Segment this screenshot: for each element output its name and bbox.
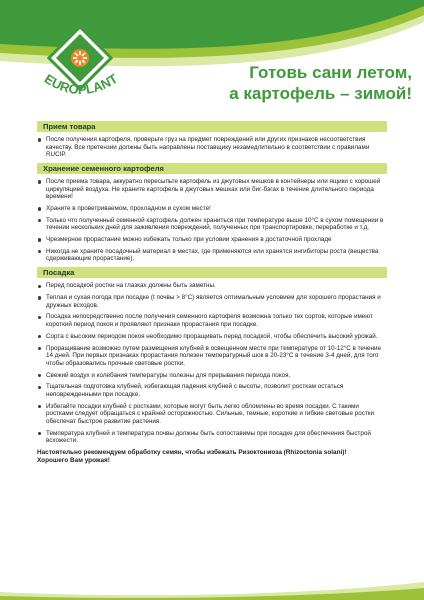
list-item: Чрезмерное прорастание можно избежать только при условии хранения в достаточной прохладе bbox=[37, 236, 387, 244]
bullet-icon bbox=[38, 138, 41, 141]
bullet-icon bbox=[38, 335, 41, 338]
bullet-icon bbox=[38, 219, 41, 222]
bullet-icon bbox=[38, 386, 41, 389]
closing-wish: Хорошего Вам урожая! bbox=[37, 456, 110, 464]
bullet-icon bbox=[38, 238, 41, 241]
list-item: Только что полученный семенной картофель должен храниться при температуре выше 10°C в сухом помещении в течении нескольких дней для заживления повреждений, полученных при транспортировке, переработке и т.д. bbox=[37, 217, 387, 232]
bullet-icon bbox=[38, 405, 41, 408]
bullet-icon bbox=[38, 316, 41, 319]
bullet-icon bbox=[38, 180, 41, 183]
list-item: Посадка непосредственно после получения семенного картофеля возможна только тех сортов, которые имеют короткий период покоя и проявляют признаки прорастания при посадке. bbox=[37, 313, 387, 328]
bullet-icon bbox=[38, 374, 41, 377]
list-item: После получения картофеля, проверьте груз на предмет повреждений или других признаков несоответствия качеству. Все претензии должны быть направлены поставщику незамедлительно в соответствии с правилами RUCIP. bbox=[37, 136, 387, 159]
list-item: Сорта с высоким периодом покоя необходимо проращивать перед посадкой, чтобы обеспечить высокий урожай. bbox=[37, 333, 387, 341]
list-item: Свежий воздух и колебания температуры полезны для прерывания периода покоя. bbox=[37, 372, 387, 380]
section-storage bbox=[37, 163, 387, 263]
bullet-icon bbox=[38, 250, 41, 253]
bullet-icon bbox=[38, 207, 41, 210]
headline bbox=[180, 62, 412, 104]
closing-recommendation: Настоятельно рекомендуем обработку семян, чтобы избежать Ризоктониоза (Rhizoctonia solani)! bbox=[37, 449, 347, 457]
list-item: Температура клубней и температура почвы должны быть сопоставимы при посадке для обеспечения быстрой всхожести. bbox=[37, 430, 387, 445]
section-receiving bbox=[37, 121, 387, 159]
footer-swoosh bbox=[0, 578, 424, 600]
list-item: После приема товара, аккуратно пересыпьте картофель из джутовых мешков в контейнеры или ящики с хорошей циркуляцией воздуха. Не храните картофель в джутовых мешках или биг-бэгах в течение длительного периода времени! bbox=[37, 178, 387, 201]
headline-line-2: а картофель – зимой! bbox=[229, 84, 412, 103]
section-title: Хранение семенного картофеля bbox=[37, 163, 387, 174]
list-item: Избегайте посадки клубней с ростками, которые могут быть легко обломлены во время посадки. С такими ростками следует обращаться с крайней осторожностью. Сильные, темные, короткие и гибкие световые ростки обеспечат быстрое развитие растения. bbox=[37, 403, 387, 426]
list-item: Никогда не храните посадочный материал в местах, где применяются или хранятся ингибиторы роста (вещества сдерживающие прорастание). bbox=[37, 248, 387, 263]
europlant-logo bbox=[30, 22, 130, 122]
list-item: Проращивание возможно путем размещения клубней в освещенном месте при температуре от 10-12°C в течение 14 дней. При первых признаках прорастания полезен температурный шок в 20-23°C в течение 3-4 дней, для того чтобы образовались прочные световые ростки. bbox=[37, 345, 387, 368]
bullet-icon bbox=[38, 296, 41, 299]
headline-line-1: Готовь сани летом, bbox=[249, 63, 412, 82]
list-item: Храните в проветриваемом, прохладном и сухом месте! bbox=[37, 205, 387, 213]
bullet-icon bbox=[38, 347, 41, 350]
section-title: Посадка bbox=[37, 267, 387, 278]
logo-wordmark: EUROPLANT bbox=[41, 70, 121, 98]
bullet-icon bbox=[38, 432, 41, 435]
section-title: Прием товара bbox=[37, 121, 387, 132]
list-item: Теплая и сухая погода при посадке (t почвы > 8°C) является оптимальным условием для хорошего прорастания и дружных всходов. bbox=[37, 294, 387, 309]
bullet-icon bbox=[38, 285, 41, 288]
document-body bbox=[37, 117, 387, 465]
list-item: Тщательная подготовка клубней, избегающая падения клубней с высоты, позволит росткам остаться неповрежденными при посадке. bbox=[37, 383, 387, 398]
list-item: Перед посадкой ростки на глазках должны быть заметны. bbox=[37, 282, 387, 290]
section-planting bbox=[37, 267, 387, 445]
